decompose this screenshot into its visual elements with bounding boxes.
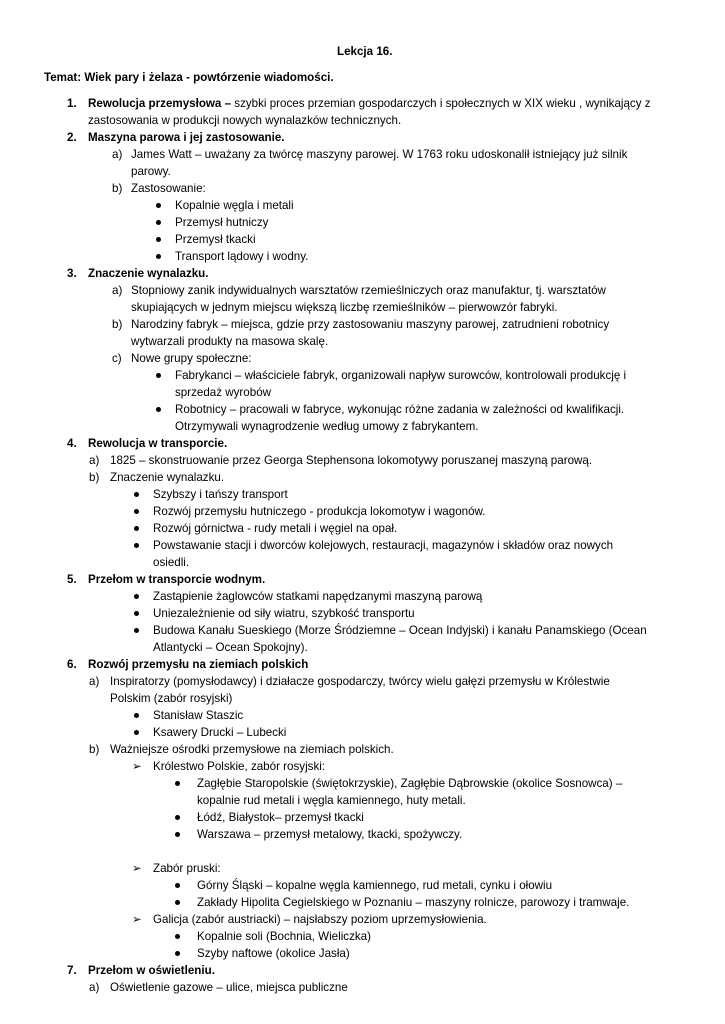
bullet-item: Kopalnie węgla i metali xyxy=(175,199,294,212)
bullet-item: Rozwój przemysłu hutniczego - produkcja lokomotyw i wagonów. xyxy=(153,505,486,518)
list-marker: a) xyxy=(89,454,100,467)
arrow-item: Królestwo Polskie, zabór rosyjski: xyxy=(153,760,326,773)
bullet-dot-icon xyxy=(175,883,180,888)
section-5-title: Przełom w transporcie wodnym. xyxy=(88,573,266,586)
section-3-title: Znaczenie wynalazku. xyxy=(88,267,209,280)
list-item: Ważniejsze ośrodki przemysłowe na ziemiach polskich. xyxy=(110,743,394,756)
list-item: Znaczenie wynalazku. xyxy=(110,471,225,484)
list-marker: a) xyxy=(112,148,123,161)
bullet-dot-icon xyxy=(134,611,139,616)
list-marker: a) xyxy=(89,675,100,688)
bullet-dot-icon xyxy=(156,203,161,208)
section-6-title: Rozwój przemysłu na ziemiach polskich xyxy=(88,658,309,671)
list-marker: b) xyxy=(112,318,123,331)
section-1-line-2: zastosowania w produkcji nowych wynalazków technicznych. xyxy=(88,114,402,127)
bullet-item: Kopalnie soli (Bochnia, Wieliczka) xyxy=(197,930,371,943)
list-item: Nowe grupy społeczne: xyxy=(131,352,252,365)
list-item: Oświetlenie gazowe – ulice, miejsca publiczne xyxy=(110,981,348,994)
bullet-item: Rozwój górnictwa - rudy metali i węgiel na opał. xyxy=(153,522,398,535)
bullet-dot-icon xyxy=(134,713,139,718)
bullet-item: Robotnicy – pracowali w fabryce, wykonując różne zadania w zależności od kwalifikacji. xyxy=(175,403,625,416)
bullet-dot-icon xyxy=(134,594,139,599)
bullet-dot-icon xyxy=(175,951,180,956)
section-1-text: szybki proces przemian gospodarczych i społecznych w XIX wieku , wynikający z xyxy=(234,97,651,110)
list-item: Narodziny fabryk – miejsca, gdzie przy zastosowaniu maszyny parowej, zatrudnieni robotnicy xyxy=(131,318,610,331)
bullet-item: Ksawery Drucki – Lubecki xyxy=(153,726,287,739)
bullet-item-continuation: Otrzymywali wynagrodzenie według umowy z fabrykantem. xyxy=(175,420,479,433)
bullet-item: Uniezależnienie od siły wiatru, szybkość transportu xyxy=(153,607,415,620)
bullet-dot-icon xyxy=(156,220,161,225)
list-item: 1825 – skonstruowanie przez Georga Stephensona lokomotywy poruszanej maszyną parową. xyxy=(110,454,593,467)
bullet-item-continuation: kopalnie rud metali i węgla kamiennego, huty metali. xyxy=(197,794,466,807)
bullet-dot-icon xyxy=(134,543,139,548)
bullet-item: Górny Śląski – kopalne węgla kamiennego, rud metali, cynku i ołowiu xyxy=(197,879,553,892)
list-marker: b) xyxy=(89,471,100,484)
list-item: James Watt – uważany za twórcę maszyny parowej. W 1763 roku udoskonalił istniejący już silnik xyxy=(131,148,628,161)
section-number: 4. xyxy=(67,437,77,450)
bullet-item: Fabrykanci – właściciele fabryk, organizowali napływ surowców, kontrolowali produkcję i xyxy=(175,369,627,382)
bullet-dot-icon xyxy=(156,254,161,259)
bullet-dot-icon xyxy=(134,492,139,497)
bullet-item: Przemysł hutniczy xyxy=(175,216,269,229)
bullet-dot-icon xyxy=(175,815,180,820)
arrow-bullet-icon: ➢ xyxy=(132,913,142,926)
section-number: 2. xyxy=(67,131,77,144)
list-item-continuation: wytwarzali produkty na masowa skalę. xyxy=(131,335,329,348)
bullet-item-continuation: Atlantycki – Ocean Spokojny). xyxy=(153,641,308,654)
list-marker: c) xyxy=(112,352,122,365)
bullet-dot-icon xyxy=(175,934,180,939)
bullet-dot-icon xyxy=(156,237,161,242)
bullet-dot-icon xyxy=(134,509,139,514)
list-marker: b) xyxy=(112,182,123,195)
arrow-item: Zabór pruski: xyxy=(153,862,221,875)
bullet-dot-icon xyxy=(175,781,180,786)
section-4-title: Rewolucja w transporcie. xyxy=(88,437,228,450)
section-7-title: Przełom w oświetleniu. xyxy=(88,964,215,977)
bullet-dot-icon xyxy=(134,628,139,633)
section-number: 1. xyxy=(67,97,77,110)
arrow-item: Galicja (zabór austriacki) – najsłabszy poziom uprzemysłowienia. xyxy=(153,913,487,926)
bullet-item: Zastąpienie żaglowców statkami napędzanymi maszyną parową xyxy=(153,590,483,603)
page-title: Temat: Wiek pary i żelaza - powtórzenie wiadomości. xyxy=(44,71,334,84)
arrow-bullet-icon: ➢ xyxy=(132,862,142,875)
arrow-bullet-icon: ➢ xyxy=(132,760,142,773)
section-1-title: Rewolucja przemysłowa – xyxy=(88,97,232,110)
list-item-continuation: parowy. xyxy=(131,165,171,178)
list-item: Inspiratorzy (pomysłodawcy) i działacze gospodarczy, twórcy wielu gałęzi przemysłu w Królestwie xyxy=(110,675,610,688)
bullet-item: Transport lądowy i wodny. xyxy=(175,250,309,263)
list-marker: b) xyxy=(89,743,100,756)
bullet-dot-icon xyxy=(134,526,139,531)
section-number: 6. xyxy=(67,658,77,671)
bullet-item: Warszawa – przemysł metalowy, tkacki, spożywczy. xyxy=(197,828,463,841)
list-item-continuation: Polskim (zabór rosyjski) xyxy=(110,692,233,705)
bullet-dot-icon xyxy=(156,407,161,412)
bullet-item: Szyby naftowe (okolice Jasła) xyxy=(197,947,350,960)
list-marker: a) xyxy=(112,284,123,297)
list-marker: a) xyxy=(89,981,100,994)
bullet-item: Powstawanie stacji i dworców kolejowych, restauracji, magazynów i składów oraz nowych xyxy=(153,539,614,552)
section-2-title: Maszyna parowa i jej zastosowanie. xyxy=(88,131,285,144)
bullet-item: Stanisław Staszic xyxy=(153,709,244,722)
section-number: 3. xyxy=(67,267,77,280)
bullet-item: Szybszy i tańszy transport xyxy=(153,488,288,501)
bullet-item: Zagłębie Staropolskie (świętokrzyskie), Zagłębie Dąbrowskie (okolice Sosnowca) – xyxy=(197,777,623,790)
bullet-dot-icon xyxy=(175,900,180,905)
bullet-dot-icon xyxy=(156,373,161,378)
lesson-number: Lekcja 16. xyxy=(337,45,393,58)
bullet-item-continuation: sprzedaż wyrobów xyxy=(175,386,272,399)
bullet-item: Zakłady Hipolita Cegielskiego w Poznaniu – maszyny rolnicze, parowozy i tramwaje. xyxy=(197,896,630,909)
bullet-dot-icon xyxy=(175,832,180,837)
section-1-line-1 xyxy=(88,95,651,112)
list-item: Zastosowanie: xyxy=(131,182,206,195)
section-number: 5. xyxy=(67,573,77,586)
bullet-item-continuation: osiedli. xyxy=(153,556,190,569)
section-number: 7. xyxy=(67,964,77,977)
bullet-item: Budowa Kanału Sueskiego (Morze Śródziemne – Ocean Indyjski) i kanału Panamskiego (Ocean xyxy=(153,624,647,637)
list-item: Stopniowy zanik indywidualnych warsztatów rzemieślniczych oraz manufaktur, tj. warsztatów xyxy=(131,284,606,297)
bullet-item: Przemysł tkacki xyxy=(175,233,256,246)
bullet-item: Łódź, Białystok– przemysł tkacki xyxy=(197,811,364,824)
list-item-continuation: skupiających w jednym miejscu większą liczbę rzemieślników – pierwowzór fabryki. xyxy=(131,301,558,314)
bullet-dot-icon xyxy=(134,730,139,735)
